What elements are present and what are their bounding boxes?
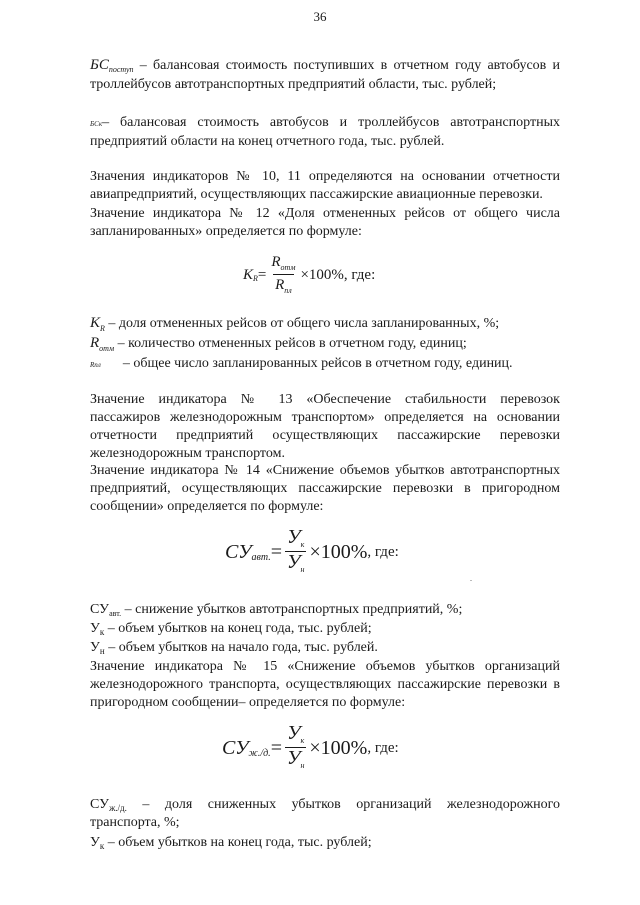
definition-text: – объем убытков на начало года, тыс. рублей. <box>104 640 378 655</box>
definition-text: – объем убытков на конец года, тыс. рублей; <box>104 835 372 850</box>
definition-su-avt <box>90 601 560 620</box>
paragraph-indicator-12 <box>90 205 560 241</box>
formula-lhs-subscript: R <box>253 273 258 283</box>
definition-text: – объем убытков на конец года, тыс. рублей; <box>104 621 372 636</box>
formula-fraction <box>269 253 297 296</box>
formula-fraction <box>285 528 306 575</box>
symbol: У <box>90 835 100 850</box>
symbol-subscript: отм <box>99 344 115 353</box>
symbol-subscript: авт. <box>109 609 122 618</box>
scan-speck <box>470 580 472 581</box>
formula-kr <box>243 253 375 296</box>
symbol: СУ <box>90 797 110 812</box>
paragraph-text: Значение индикатора № 13 «Обеспечение стабильности перевозок пассажиров железнодорожным транспортом» определяется на основании отчетности предприятий осуществляющих пассажирские перевозки железнодорожным транспортом. <box>90 392 560 461</box>
symbol: R <box>90 335 100 351</box>
definition-text: – доля сниженных убытков организаций железнодорожного транспорта, %; <box>90 797 560 830</box>
formula-tail: , где: <box>367 543 399 560</box>
definition-text: – снижение убытков автотранспортных предприятий, %; <box>121 602 463 617</box>
symbol-subscript: к <box>98 120 103 128</box>
formula-lhs: СУ <box>225 540 252 563</box>
symbol-subscript: R <box>100 324 105 333</box>
symbol: БС <box>90 57 109 73</box>
definition-text: балансовая стоимость поступивших в отчетном году автобусов и троллейбусов автотранспортных предприятий области, тыс. рублей; <box>90 58 561 92</box>
formula-su-zhd <box>222 724 399 771</box>
symbol: K <box>90 315 101 331</box>
formula-numerator: $У_к$ <box>287 526 305 549</box>
formula-fraction <box>285 724 306 771</box>
definition-bs-k <box>90 114 560 151</box>
formula-tail: , где: <box>367 739 399 756</box>
symbol-subscript: пл <box>94 361 101 369</box>
definition-u-n <box>90 639 560 657</box>
symbol: У <box>90 621 100 636</box>
formula-denominator: $R_{пл}$ <box>273 274 294 296</box>
symbol-subscript: н <box>99 646 105 656</box>
symbol-subscript: ж./д. <box>109 803 127 813</box>
paragraph-indicator-13 <box>90 391 560 463</box>
definition-bs-postup <box>90 56 560 94</box>
formula-numerator: $R_{отм}$ <box>271 254 296 272</box>
formula-equals: = <box>257 266 267 283</box>
symbol-subscript: к <box>99 841 105 851</box>
dash: – <box>133 58 147 73</box>
formula-lhs: K <box>243 266 254 283</box>
formula-rest: ×100%, где: <box>300 266 376 283</box>
symbol: У <box>90 640 100 655</box>
formula-rest: ×100% <box>309 736 368 759</box>
definition-text: балансовая стоимость автобусов и троллейбусов автотранспортных предприятий области на конец отчетного года, тыс. рублей. <box>90 115 560 149</box>
definition-u-k <box>90 620 560 638</box>
symbol-subscript: к <box>99 627 105 637</box>
definition-text: – доля отмененных рейсов от общего числа запланированных, %; <box>104 316 500 331</box>
paragraph-indicators-10-11 <box>90 168 560 204</box>
definition-su-zhd <box>90 796 560 832</box>
formula-denominator: $У_н$ <box>287 551 305 574</box>
definition-r-otm <box>90 334 560 354</box>
symbol: БС <box>90 120 99 128</box>
formula-equals: = <box>270 540 283 563</box>
formula-rest: ×100% <box>309 540 368 563</box>
formula-equals: = <box>270 736 282 759</box>
formula-lhs-subscript: авт. <box>251 551 271 563</box>
paragraph-indicator-14 <box>90 462 560 516</box>
symbol-subscript: поступ <box>108 65 134 74</box>
paragraph-text: Значение индикатора № 12 «Доля отмененных рейсов от общего числа запланированных» определяется по формуле: <box>90 206 560 239</box>
paragraph-text: Значения индикаторов № 10, 11 определяются на основании отчетности авиапредприятий, осуществляющих пассажирские авиационные перевозки. <box>90 169 560 202</box>
formula-lhs-subscript: ж./д. <box>248 747 271 759</box>
formula-numerator: $У_к$ <box>287 722 305 745</box>
symbol: R <box>90 361 95 369</box>
paragraph-text: Значение индикатора № 14 «Снижение объемов убытков автотранспортных предприятий, осуществляющих пассажирские перевозки в пригородном сообщении» определяется по формуле: <box>90 463 560 514</box>
definition-u-k-2 <box>90 834 560 852</box>
page-number: 36 <box>313 9 327 24</box>
paragraph-text: Значение индикатора № 15 «Снижение объемов убытков организаций железнодорожного транспорта, осуществляющих пассажирские перевозки в пригородном сообщении– определяется по формуле: <box>90 659 560 710</box>
definition-r-pl <box>90 355 560 374</box>
definition-text: – количество отмененных рейсов в отчетном году, единиц; <box>114 336 467 351</box>
dash: – <box>102 115 110 130</box>
formula-su-avt <box>225 528 399 575</box>
symbol: СУ <box>90 602 110 617</box>
formula-lhs: СУ <box>222 736 249 759</box>
formula-denominator: $У_н$ <box>286 747 305 770</box>
paragraph-indicator-15 <box>90 658 560 712</box>
definition-kr <box>90 314 560 334</box>
definition-text: – общее число запланированных рейсов в отчетном году, единиц. <box>122 356 513 371</box>
